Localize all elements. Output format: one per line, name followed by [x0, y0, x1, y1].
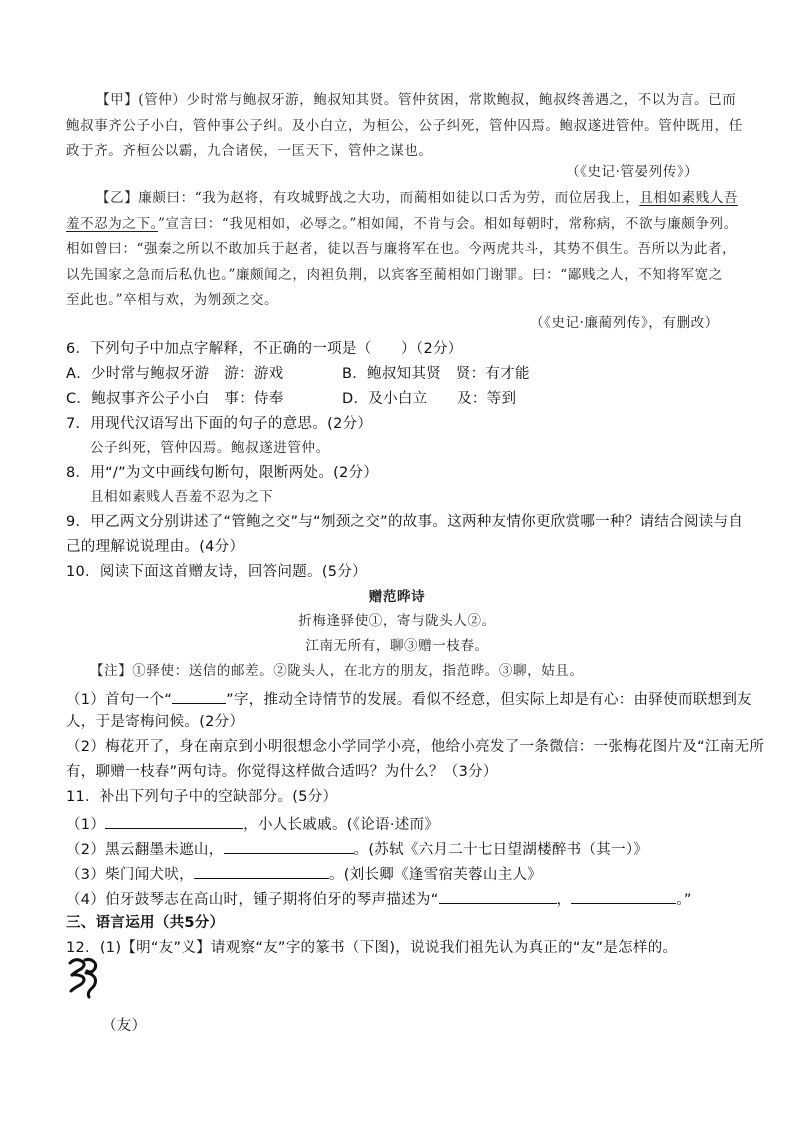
item-3-suffix: 。(刘长卿《逢雪宿芙蓉山主人》 [328, 867, 543, 883]
item-3-prefix: （3）柴门闻犬吠， [66, 867, 194, 883]
passage-jia-line-3: 政于齐。齐桓公以霸，九合诸侯，一匡天下，管仲之谋也。 [66, 143, 433, 159]
question-10-sub-2-line-2: 有，聊赠一枝春”两句诗。你觉得这样做合适吗？为什么？（3分） [66, 764, 498, 780]
question-10-sub-1-suffix: ”字，推动全诗情节的发展。看似不经意，但实际上却是有心：由驿使而联想到友 [226, 692, 752, 708]
question-11-item-2 [66, 840, 648, 858]
passage-yi-line-5: 至此也。”卒相与欢，为刎颈之交。 [66, 292, 279, 308]
answer-blank[interactable] [105, 815, 243, 829]
passage-yi-line-2 [66, 218, 738, 232]
item-4-suffix: 。” [676, 892, 692, 908]
passage-jia-source: （《史记·管晏列传》） [566, 164, 699, 180]
seal-script-you-character-image [66, 955, 102, 999]
question-10-sub-2-line-1: （2）梅花开了，身在南京到小明很想念小学同学小亮，他给小亮发了一条微信：一张梅花图片及“江南无所 [66, 739, 765, 755]
question-10-sub-1-line-1 [66, 690, 752, 708]
poem-title: 赠范晔诗 [368, 589, 426, 605]
poem-line-1: 折梅逢驿使①，寄与陇头人②。 [298, 613, 496, 629]
section-3-heading: 三、语言运用（共5分） [66, 915, 225, 931]
item-2-prefix: （2）黑云翻墨未遮山， [66, 842, 224, 858]
passage-yi-line-1-text: 【乙】廉颇曰：“我为赵将，有攻城野战之大功，而蔺相如徒以口舌为劳，而位居我上， [96, 190, 640, 206]
passage-jia-line-1: 【甲】(管仲）少时常与鲍叔牙游，鲍叔知其贤。管仲贫困，常欺鲍叔，鲍叔终善遇之，不以为言。已而 [96, 92, 737, 108]
poem-line-2: 江南无所有，聊③赠一枝春。 [305, 638, 489, 654]
answer-blank[interactable] [194, 865, 329, 879]
answer-blank[interactable] [439, 890, 557, 904]
question-11-stem: 11．补出下列句子中的空缺部分。(5分） [66, 789, 338, 805]
question-11-item-3 [66, 865, 542, 883]
question-9-line-2: 己的理解说说理由。(4分） [66, 539, 245, 555]
poem-notes: 【注】①驿使：送信的邮差。②陇头人，在北方的朋友，指范晔。③聊，姑且。 [90, 663, 584, 679]
question-10-sub-1-prefix: （1）首句一个“ [66, 692, 173, 708]
passage-yi-source: （《史记·廉蔺列传》，有删改） [530, 315, 719, 331]
question-6-option-a: A．少时常与鲍叔牙游 游：游戏 [66, 366, 284, 382]
passage-yi-line-4: 以先国家之急而后私仇也。”廉颇闻之，肉袒负荆，以宾客至蔺相如门谢罪。曰：“鄙贱之人，不知将军宽之 [66, 267, 723, 283]
underlined-sentence-part-2: 羞不忍为之下。 [66, 216, 158, 232]
underlined-sentence-part-1: 且相如素贱人吾 [639, 190, 739, 206]
question-6-option-c: C．鲍叔事齐公子小白 事：侍奉 [66, 391, 284, 407]
question-11-item-4 [66, 890, 692, 908]
passage-yi-line-1 [96, 192, 738, 206]
answer-blank[interactable] [224, 840, 354, 854]
answer-blank[interactable] [571, 890, 676, 904]
question-9-line-1: 9．甲乙两文分别讲述了“管鲍之交”与“刎颈之交”的故事。这两种友情你更欣赏哪一种？请结合阅读与自 [66, 514, 744, 530]
question-7-stem: 7．用现代汉语写出下面的句子的意思。(2分） [66, 416, 373, 432]
question-12-stem: 12．(1)【明“友”义】请观察“友”字的篆书（下图)，说说我们祖先认为真正的“友”是怎样的。 [66, 940, 678, 956]
question-7-sentence: 公子纠死，管仲囚焉。鲍叔遂进管仲。 [90, 440, 330, 456]
item-2-suffix: 。(苏轼《六月二十七日望湖楼醉书（其一）》 [353, 842, 649, 858]
question-10-stem: 10．阅读下面这首赠友诗，回答问题。(5分） [66, 564, 367, 580]
item-1-prefix: （1） [66, 817, 106, 833]
answer-blank[interactable] [172, 690, 226, 704]
item-4-comma: ， [556, 892, 572, 908]
question-6-option-d: D．及小白立 及：等到 [342, 391, 517, 407]
question-11-item-1 [66, 815, 439, 833]
passage-yi-line-2-text: ”宣言曰：“我见相如，必辱之。”相如闻，不肯与会。相如每朝时，常称病，不欲与廉颇争列。 [157, 216, 738, 232]
item-4-prefix: （4）伯牙鼓琴志在高山时，锺子期将伯牙的琴声描述为“ [66, 892, 439, 908]
question-6-stem: 6．下列句子中加点字解释，不正确的一项是（ ）（2分） [66, 341, 463, 357]
question-10-sub-1-line-2: 人，于是寄梅问候。(2分） [66, 714, 245, 730]
question-8-sentence: 且相如素贱人吾羞不忍为之下 [90, 489, 274, 505]
passage-yi-line-3: 相如曾曰：“强秦之所以不敢加兵于赵者，徒以吾与廉将军在也。今两虎共斗，其势不俱生。吾所以为此者， [66, 241, 737, 257]
item-1-suffix: ，小人长戚戚。(《论语·述而》 [243, 817, 440, 833]
question-6-option-b: B．鲍叔知其贤 贤：有才能 [342, 366, 530, 382]
seal-caption: （友） [102, 1018, 147, 1034]
question-8-stem: 8．用“/”为文中画线句断句，限断两处。(2分） [66, 465, 379, 481]
passage-jia-line-2: 鲍叔事齐公子小白，管仲事公子纠。及小白立，为桓公，公子纠死，管仲囚焉。鲍叔遂进管仲。管仲既用，任 [66, 118, 743, 134]
